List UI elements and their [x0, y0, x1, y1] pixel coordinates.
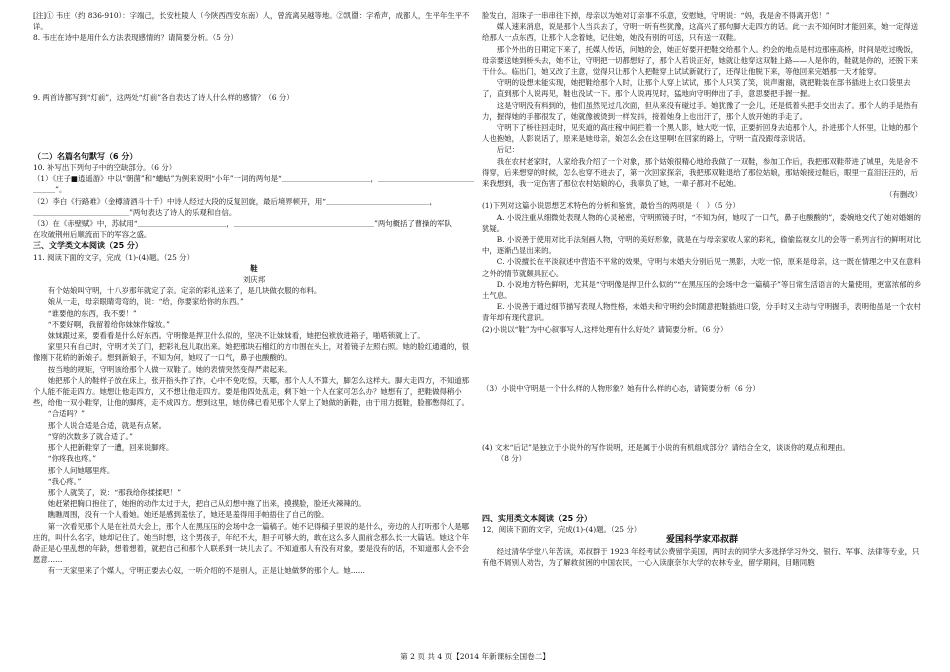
option-c: C. 小说擅长在平淡叙述中营造不平常的效果，守明与未婚夫分别后见一黑影，大吃一惊，原来是母亲，这一既在情理之中又在意料之外的情节就颇具匠心。 — [482, 257, 921, 278]
story-paragraph: 按当地的规矩，守明该给那个人做一双鞋了。她的表情突然变得严肃起来。 — [47, 364, 292, 374]
story-paragraph: 有个姑娘叫守明，十八岁那年就定了亲。定亲的彩礼送来了，是几块做衣服的布料。 — [47, 286, 322, 296]
answer-space-11-3 — [482, 394, 922, 442]
section-4-title: 四、实用类文本阅读（25 分） — [482, 513, 592, 523]
story-paragraph: “我心疼。” — [47, 476, 82, 486]
poem-note: [注]① 韦庄（约 836-910）：字端己，长安杜陵人（今陕西西安东南）人，曾流离吴越等地。②凯罶：字希声，成都人，生平年生平不详。 — [33, 11, 470, 32]
question-11-3: （3）小说中守明是一个什么样的人物形象？她有什么样的心态，请简要分析（6 分） — [482, 383, 760, 393]
story-paragraph: “穿的次数多了就合适了。” — [47, 431, 133, 441]
story-paragraph: 娘从一走，母亲眼睛弯弯的，说：“给，你要家给你的东西。” — [47, 297, 244, 307]
story-paragraph: 她把那个人的鞋样子放在床上，张开指头拃了拃，心中不免吃惊，天哪，那个人人不算大，脚怎么这样大。脚大走四方，不知道那个人能不能走四方。她想让他走四方，又不想让他走四方。要是他四处乱走，剩下她一个人在家可怎么办？她想有了，把鞋做得稍小些，给他一双小鞋穿，让他的脚疼，走不成四方。想到这里，她仿佛已看见那个人穿上了她做的新鞋，由于用力挺鞋，脸都憋得红了。 — [33, 375, 470, 408]
story-paragraph: 媒人速来消息，说是那个人当兵去了，守明一听有些犹豫，这高兴了那句脚大走四方的话。此一去不知何时才能回来，她一定得送给那人一点东西，让那个人念着她，记住她，她没有别的可送，只有送一双鞋。 — [482, 22, 919, 43]
question-10-3a: （3）在《赤壁赋》中，苏轼用“＿＿＿＿＿＿＿＿＿＿＿＿，＿＿＿＿＿＿＿＿＿＿＿＿＿＿＿＿＿＿＿”两句概括了曹操的军队 — [33, 219, 452, 229]
story-title: 鞋 — [250, 263, 258, 273]
option-d: D. 小说地方特色鲜明，尤其是“守明像是捍卫什么似的”“在黑压压的会场中念一篇稿子”等日常生活语言的大量使用，更富浓郁的乡土气息。 — [482, 279, 922, 301]
story-paragraph: “谁要他的东西，我不要！” — [47, 308, 137, 318]
answer-space-11-4 — [482, 465, 922, 513]
story-paragraph: 妹妹跟过来，要看看是什么好东西。守明像是捍卫什么似的，坚决不让妹妹看，她把包袱放进箱子，啪嗒锁就上了。 — [47, 331, 425, 341]
story-paragraph: 守明下了桥往回走时，见夹道的高庄稼中间拦着一个黑人影，她大吃一惊，正要折回身去追那个人，扑进那个人怀里，让她的那个人也抱她，人影说话了，原来是她母亲，娘怎么会在这里啊!在回家的路上，守明一直没跟母亲说话。 — [482, 123, 919, 144]
story-paragraph: 那个人问她哪里疼。 — [47, 465, 115, 475]
story-paragraph: 第一次看见那个人是在社员大会上，那个人在黑压压的会场中念一篇稿子。她不记得稿子里说的是什么，旁边的人打听那个人是哪庄的，叫什么名字，她却记住了。她当时想，这个男孩子，年纪不大，胆子可够大的，敢在这么多人面前念那么长一大篇话。她这个年龄正是心里乱想的年龄，想着想着，就把自己和那个人联系到一块儿去了。不知道那人有没有对象，要是没有的话，不知道那人会不会愿意…… — [33, 521, 470, 565]
story-paragraph: “你疼我也疼。” — [47, 454, 96, 464]
question-11-1: (1)下列对这篇小说思想艺术特色的分析和鉴赏，最恰当的两项是（ ）（5 分） — [482, 201, 740, 211]
question-10-1: （1）《庄子■逍遥游》中以“朝菌”和“蟪蛄”为例来说明“小年”一词的两句是“＿＿＿＿＿＿＿＿＿＿＿＿，＿＿＿＿＿＿＿＿＿＿＿＿＿＿＿＿”。 — [33, 174, 474, 195]
story-author: 刘庆邦 — [242, 275, 266, 285]
article-paragraph: 经过清华学堂八年苦读，邓叔群于 1923 年经考试公费留学美国，两时去的同学大多选择学习外交、银行、军事、法律等专业，只有他不屑别人劝告，为了解救贫困的中国农民，一心入读康奈尔大学的农林专业，留学期间，目睹同胞 — [482, 547, 920, 568]
right-column — [482, 10, 922, 569]
story-paragraph: 那个人说合适是合适，就是有点紧。 — [47, 420, 167, 430]
question-10-2b: ＿＿＿＿＿＿＿＿＿＿＿＿＿”两句表达了诗人的乐观和自信。 — [33, 207, 237, 217]
story-paragraph: “不要好啊，我留着给你妹妹作嫁妆。” — [47, 319, 170, 329]
left-column — [33, 10, 475, 577]
story-paragraph: “合适吗？” — [47, 409, 85, 419]
story-body — [33, 285, 475, 576]
story-paragraph: 那个外出的日期定下来了，托媒人传话，问她的会，她正好要开把鞋交给那个人。约会的地点是村边那座高桥，时间是吃过晚饭，母亲要送她到桥头去，她不让，守明把一切都想好了，那个人若说正好，她就让他穿这双鞋上路——人是你的，鞋就是你的，还脱下来干什么。临出门，她又改了主意，觉得只让那个人把鞋穿上试试新就行了，还得让他脱下来，等他回来完婚那一天才能穿。 — [482, 44, 919, 77]
question-10-3b: 在攻破荆州后顺流而下的军容之盛。 — [33, 230, 152, 240]
question-11-4a: (4) 文末“后记”是独立于小说外的写作说明，还是属于小说的有机组成部分？请结合全文，谈谈你的观点和理由。 — [482, 443, 850, 453]
answer-space-11-2 — [482, 335, 922, 383]
story-paragraph: 家里只有自己时，守明才关了门，把彩礼包儿取出来。她把那块石榴红的方巾围在头上，对着镜子左照右照。她的脸红通通的，很像刚下花轿的新娘子。想到新娘子，不知为何，她叹了一口气，鼻子也酸酸的。 — [33, 342, 470, 363]
question-8: 8. 韦庄在诗中是用什么方法表现感情的？请简要分析。（5 分） — [33, 33, 238, 43]
question-10-2a: （2）李白《行路难》（金樽清酒斗十千）中诗人经过大段的反复回旋，最后境界顿开，用“＿＿＿＿＿＿＿＿＿＿＿＿＿＿， — [33, 196, 437, 206]
question-12: 12．阅读下面的文字，完成(1)-(4)题。（25 分） — [482, 524, 642, 534]
story-paragraph: 那个人就笑了，说：“那我给你揉揉吧！” — [47, 487, 181, 497]
story-paragraph: 那个人把新鞋穿了一遭，回来说脚疼。 — [47, 443, 174, 453]
story-paragraph: 守明的设想未能实现，她把鞋给那个人时，让那个人穿上试试，那个人只笑了笑，说声谢谢，就把鞋装在部书插进上衣口袋里去了，直到那个人说再见，鞋也没试一下。那个人说再见时，猛地向守明伸出了手，意思要把手握一握。 — [482, 78, 911, 99]
question-11-2: (2)小说以“鞋”为中心叙事写人,这样处理有什么好处？请简要分析。（6 分） — [482, 324, 728, 334]
afterword-paragraph: 我在农村老家时，人家给我介绍了一个对象，那个姑娘很精心地给我做了一双鞋，参加工作后，我把那双鞋带进了城里，先是舍不得穿，后来想穿的时候，怎么也穿不进去了，第一次回家探亲，我把那双鞋退给了那位姑娘，那姑娘接过鞋后，眼里一直泪汪汪的，后来我想到，我一定伤害了那位农村姑娘的心，我辜负了她，一辈子都对不起她。 — [482, 156, 919, 189]
question-11: 11. 阅读下面的文字，完成（1)-(4)题。（25 分） — [33, 252, 194, 262]
question-11-4b: （8 分） — [496, 454, 527, 464]
story-paragraph: 这是守明没有料到的，他们虽然见过几次面，但从来没有碰过手。她犹豫了一会儿，还是低着头把手交出去了。那个人的手是热有力，握得她的手都很发了，她就像被烫到一样发抖，接着她身上也出汗了，那个人放开她的手走了。 — [482, 100, 919, 121]
question-9: 9. 两首诗都写到“灯前”，这两处“灯前”各自表达了诗人什么样的感情？（6 分） — [33, 92, 294, 102]
afterword-label: 后记： — [496, 145, 519, 155]
page-footer: 第 2 页 共 4 页【2014 年新课标全国卷二】 — [400, 652, 550, 661]
story-paragraph: 有一天家里来了个媒人，守明正要去心奴，一听介绍的不是别人，正是让她做梦的那个人。她...... — [47, 566, 365, 576]
article-title: 爱国科学家邓叔群 — [665, 534, 738, 545]
section-3-title: 三、文学类文本阅读（25 分） — [33, 241, 143, 251]
answer-space-9 — [33, 103, 475, 151]
story-paragraph: 脸发白，泪珠子一串串往下掉，母亲以为她对订亲事不乐意，安慰她，守明说：“妈，我是舍不得离开您！” — [482, 11, 830, 20]
story-paragraph: 瞧瞧周围，没有一个人看她。她还是感到羞怯了，她还是羞得用手帕捂住了自己的脸。 — [47, 510, 329, 520]
option-e: E. 小说善于通过细节描写表现人物性格，未婚夫和守明约会时随意把鞋插进口袋，分手时又主动与守明握手，表明他虽是一个农村青年却有现代意识。 — [482, 302, 921, 323]
answer-space-8 — [33, 44, 475, 92]
question-10: 10. 补写出下列句子中的空缺部分。（6 分） — [33, 163, 177, 173]
option-b: B. 小说善于使用对比手法刻画人物，守明的美好形象，就是在与母亲家收人家的彩礼，偷偷监视女儿的会等一系列言行的鲜明对比中，逐渐凸显出来的。 — [482, 235, 921, 256]
section-2-title: （二）名篇名句默写（6 分） — [33, 151, 138, 161]
story-paragraph: 她赶紧把胸口抱住了，她抱的动作太过于大，把自己从幻想中拖了出来，摸摸脸，脸还火辣辣的。 — [47, 499, 366, 509]
abridged-note: （有删改） — [885, 190, 922, 200]
option-a: A. 小说注重从细微处表现人物的心灵秘密，守明照镜子时，“不知为何，她叹了一口气，鼻子也酸酸的”，委婉地交代了她对婚姻的犹疑。 — [482, 212, 921, 233]
